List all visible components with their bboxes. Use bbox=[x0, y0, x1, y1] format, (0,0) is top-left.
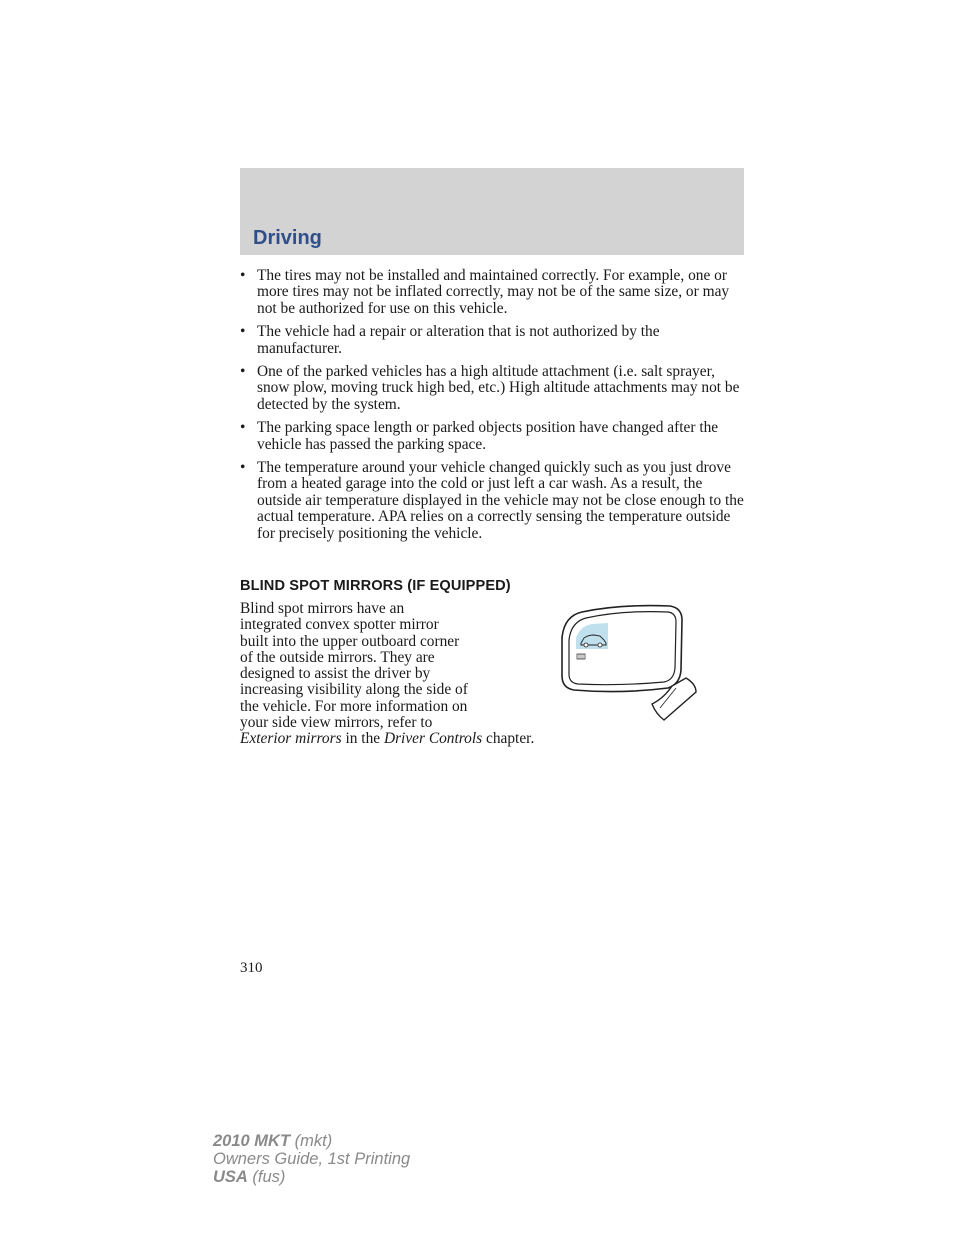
footer-line-market bbox=[213, 1168, 410, 1186]
list-item bbox=[240, 364, 746, 413]
blind-spot-heading: BLIND SPOT MIRRORS (IF EQUIPPED) bbox=[240, 578, 511, 594]
blind-spot-paragraph bbox=[240, 601, 600, 748]
paragraph-line: integrated convex spotter mirror bbox=[240, 616, 439, 634]
bullet-icon: • bbox=[240, 323, 246, 341]
exterior-mirrors-reference: Exterior mirrors bbox=[240, 730, 342, 748]
list-item-text: The temperature around your vehicle changed quickly such as you just drove from a heated garage into the cold or just left a car wash. As a result, the outside air temperature displayed in the vehicle may not be close enough to the actual temperature. APA relies on a correctly sensing the temperature outside for precisely positioning the vehicle. bbox=[257, 459, 744, 542]
footer-market-code: (fus) bbox=[247, 1168, 286, 1186]
paragraph-line: increasing visibility along the side of bbox=[240, 681, 468, 699]
footer-line-guide: Owners Guide, 1st Printing bbox=[213, 1150, 411, 1168]
paragraph-line: the vehicle. For more information on bbox=[240, 697, 468, 715]
section-title: Driving bbox=[253, 227, 322, 249]
bullet-icon: • bbox=[240, 459, 246, 477]
list-item bbox=[240, 460, 746, 542]
paragraph-line-reference bbox=[240, 731, 600, 747]
footer-market: USA bbox=[213, 1168, 248, 1186]
reference-end: chapter. bbox=[482, 730, 535, 748]
footer-line-model bbox=[213, 1132, 410, 1150]
list-item-text: The parking space length or parked objects position have changed after the vehicle has passed the parking space. bbox=[257, 419, 719, 453]
driver-controls-reference: Driver Controls bbox=[383, 730, 483, 748]
bullet-icon: • bbox=[240, 419, 246, 437]
reference-connector: in the bbox=[341, 730, 384, 748]
paragraph-line: your side view mirrors, refer to bbox=[240, 714, 433, 732]
list-item-text: The vehicle had a repair or alteration that is not authorized by the manufacturer. bbox=[257, 323, 660, 357]
list-item bbox=[240, 420, 746, 453]
bullet-icon: • bbox=[240, 267, 246, 284]
paragraph-line: designed to assist the driver by bbox=[240, 665, 431, 683]
page-number: 310 bbox=[240, 960, 263, 976]
list-item-text: One of the parked vehicles has a high altitude attachment (i.e. salt sprayer, snow plow, moving truck high bed, etc.) High altitude attachments may not be detected by the system. bbox=[257, 363, 740, 413]
condition-list bbox=[240, 268, 746, 549]
footer-model: 2010 MKT bbox=[213, 1132, 291, 1150]
list-item bbox=[240, 324, 746, 357]
list-item bbox=[240, 268, 746, 317]
document-footer bbox=[213, 1132, 410, 1186]
paragraph-line: built into the upper outboard corner bbox=[240, 632, 460, 650]
bullet-icon: • bbox=[240, 363, 246, 381]
paragraph-line: Blind spot mirrors have an bbox=[240, 600, 405, 617]
side-mirror-with-blind-spot-icon bbox=[560, 604, 700, 722]
list-item-text: The tires may not be installed and maintained correctly. For example, one or more tires may not be inflated correctly, may not be of the same size, or may not be authorized for use on this vehicle. bbox=[257, 267, 730, 317]
paragraph-line: of the outside mirrors. They are bbox=[240, 648, 435, 666]
footer-model-code: (mkt) bbox=[290, 1132, 333, 1150]
